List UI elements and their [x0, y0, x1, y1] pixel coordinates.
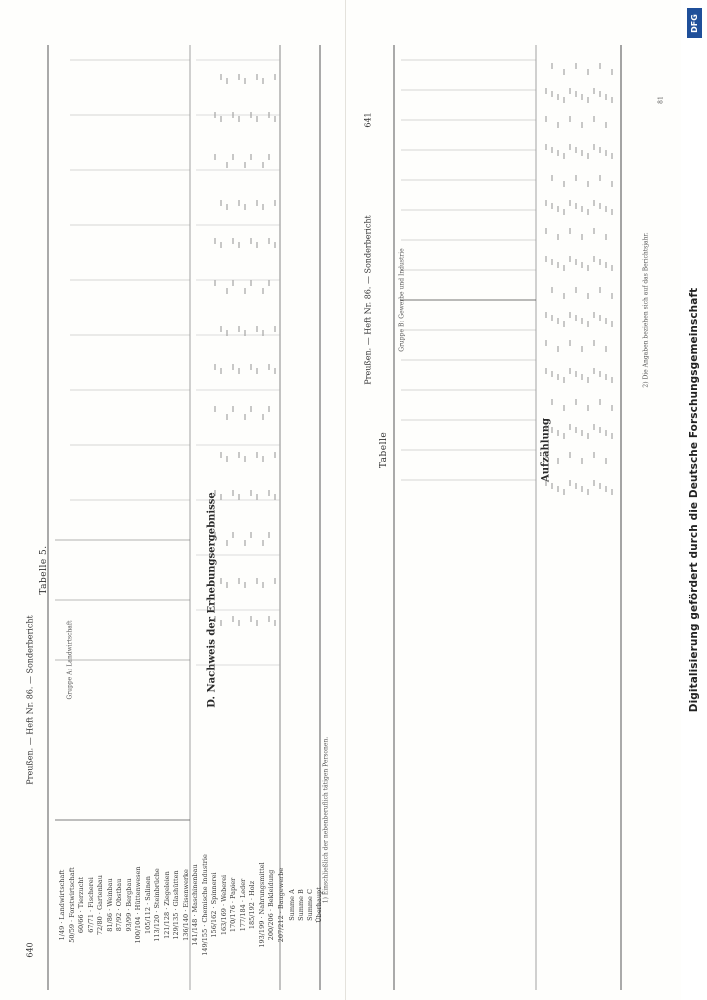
left-summary-label: Summe B [297, 889, 305, 921]
left-row-label: 1/49 · Landwirtschaft [58, 869, 66, 941]
left-row-label: 207/212 · Baugewerbe [276, 867, 285, 943]
left-summary-label: Summe A [288, 889, 296, 921]
right-table-label: Tabelle [379, 431, 389, 469]
right-section-heading: Aufzählung [540, 417, 552, 483]
left-row-label: 60/66 · Tierzucht [77, 876, 85, 934]
right-page [346, 0, 681, 1000]
left-row-label: 185/192 · Holz [248, 880, 256, 930]
dfg-logo-icon [687, 8, 702, 38]
left-row-label: 200/206 · Bekleidung [267, 869, 275, 941]
left-row-label: 105/112 · Salinen [143, 876, 152, 934]
left-table-label: Tabelle 5. [39, 545, 49, 595]
left-row-label: 163/169 · Weberei [219, 874, 228, 936]
left-page [0, 0, 346, 1000]
left-row-label: 193/199 · Nahrungsmittel [257, 862, 266, 948]
left-row-label: 156/162 · Spinnerei [210, 872, 218, 938]
left-column-group-title: Gruppe A: Landwirtschaft [66, 620, 74, 700]
left-row-label: 81/86 · Weinbau [105, 878, 114, 932]
right-page-bottom-number: 81 [657, 96, 665, 104]
sidebar-credit [685, 0, 703, 1000]
left-row-label: 121/128 · Ziegeleien [162, 871, 171, 939]
left-row-label: 149/155 · Chemische Industrie [200, 854, 209, 956]
sidebar-credit-text: Digitalisierung gefördert durch die Deutsche Forschungsgemeinschaft [688, 287, 700, 713]
right-footnote: 2) Die Angaben beziehen sich auf das Berichtsjahr. [642, 232, 650, 388]
left-row-label: 136/140 · Eisenwerke [181, 869, 190, 941]
right-table-grid [346, 0, 681, 1000]
left-row-label: 93/99 · Bergbau [124, 878, 133, 932]
left-footnote: 1) Einschließlich der nebenberuflich tätigen Personen. [322, 736, 330, 904]
left-row-label: 100/104 · Hüttenwesen [134, 866, 142, 944]
left-row-label: 50/59 · Forstwirtschaft [67, 867, 76, 943]
left-row-label: 141/148 · Maschinenbau [191, 864, 199, 946]
right-page-number: 641 [363, 112, 373, 128]
left-summary-label: Summe C [306, 889, 314, 921]
left-section-heading: D. Nachweis der Erhebungsergebnisse [206, 492, 218, 708]
left-row-label: 177/184 · Leder [238, 878, 247, 932]
right-running-head: Preußen. — Heft Nr. 86. — Sonderbericht [363, 215, 373, 385]
dfg-logo-text: DFG [690, 13, 700, 33]
left-running-head: Preußen. — Heft Nr. 86. — Sonderbericht [25, 615, 35, 785]
left-page-number: 640 [25, 942, 35, 958]
left-table-grid [0, 0, 345, 1000]
left-row-label: 72/80 · Gartenbau [96, 875, 104, 935]
left-row-label: 129/135 · Glashütten [172, 870, 180, 940]
left-summary-label: Überhaupt [315, 887, 323, 923]
left-row-label: 170/176 · Papier [229, 877, 237, 933]
left-row-label: 67/71 · Fischerei [86, 877, 95, 933]
right-column-group-title: Gruppe B: Gewerbe und Industrie [398, 248, 406, 352]
left-row-label: 113/120 · Steinbrüche [153, 868, 161, 942]
left-row-label: 87/92 · Obstbau [115, 878, 123, 932]
